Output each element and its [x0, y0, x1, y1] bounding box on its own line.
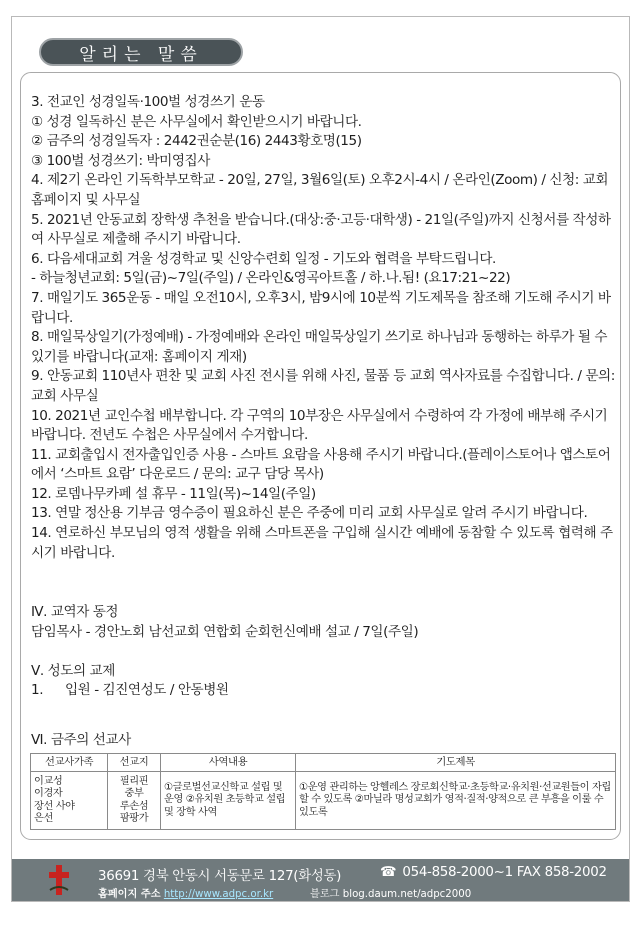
blog-label: 블로그: [310, 889, 340, 900]
family-member: 장선 사야: [34, 800, 75, 812]
news-item: 5. 2021년 안동교회 장학생 추천을 받습니다.(대상:중·고등·대학생) - 21일(주일)까지 신청서를 작성하여 사무실로 제출해 주시기 바랍니다.: [31, 211, 611, 248]
col-header-ministry: 사역내용: [161, 754, 296, 772]
footer-homepage: [98, 885, 273, 900]
family-member: 이교성: [34, 775, 63, 787]
blog-link[interactable]: blog.daum.net/adpc2000: [342, 889, 472, 900]
news-item: ② 금주의 성경일독자 : 2442권순분(16) 2443황호명(15): [31, 133, 362, 150]
news-item: ③ 100벌 성경쓰기: 박미영집사: [31, 152, 210, 169]
sections: [31, 603, 616, 721]
cell-prayer: ①운영 관리하는 앙헬레스 장로회신학교·초등학교·유치원·선교원들이 자립할 수 있도록 ②마닐라 명성교회가 영적·질적·양적으로 큰 부흥을 이룰 수 있도록: [296, 772, 616, 830]
field-line: 루손섬: [119, 800, 149, 812]
footer: [12, 859, 629, 901]
section-v-item-number: 1.: [31, 682, 44, 699]
cell-family: [31, 772, 108, 830]
news-item: ① 성경 일독하신 분은 사무실에서 확인받으시기 바랍니다.: [31, 113, 362, 130]
news-item: 12. 로뎀나무카페 설 휴무 - 11일(목)~14일(주일): [31, 485, 316, 502]
field-line: 중부: [124, 788, 144, 799]
table-header-row: [31, 754, 616, 772]
cell-ministry: ①글로벌선교신학교 설립 및 운영 ②유치원 초등학교 설립 및 장학 사역: [161, 772, 296, 830]
news-item: - 하늘청년교회: 5일(금)~7일(주일) / 온라인&영곡아트홀 / 하.나.됨! (요17:21~22): [31, 270, 511, 287]
section-v-heading: Ⅴ. 성도의 교제: [31, 662, 115, 679]
church-cross-icon: [47, 864, 71, 896]
field-line: 필리핀: [119, 775, 149, 787]
section-iv-heading: Ⅳ. 교역자 동정: [31, 604, 119, 620]
news-item: 3. 전교인 성경일독·100벌 성경쓰기 운동: [31, 94, 265, 110]
family-member: 은선: [34, 813, 53, 824]
news-item: 14. 연로하신 부모님의 영적 생활을 위해 스마트폰을 구입해 실시간 예배에 동참할 수 있도록 협력해 주시기 바랍니다.: [31, 525, 613, 561]
news-item: 8. 매일묵상일기(가정예배) - 가정예배와 온라인 매일묵상일기 쓰기로 하나님과 동행하는 하루가 될 수 있기를 바랍니다(교재: 홈페이지 게재): [31, 329, 608, 365]
footer-address: 36691 경북 안동시 서동문로 127(화성동): [98, 869, 342, 884]
homepage-label: 홈페이지 주소: [98, 889, 161, 900]
col-header-family: 선교사가족: [31, 754, 108, 772]
family-member: 이경자: [34, 788, 63, 799]
cell-field: [108, 772, 161, 830]
news-item: 9. 안동교회 110년사 편찬 및 교회 사진 전시를 위해 사진, 물품 등 교회 역사자료를 수집합니다. / 문의: 교회 사무실: [31, 368, 615, 404]
section-iv: [31, 603, 616, 642]
col-header-prayer: 기도제목: [296, 754, 616, 772]
phone-icon: ☎: [380, 865, 397, 880]
homepage-link[interactable]: http://www.adpc.or.kr: [163, 889, 274, 900]
section-iv-line: 담임목사 - 경안노회 남선교회 연합회 순회헌신예배 설교 / 7일(주일): [31, 623, 419, 640]
field-line: 팜팡가: [119, 813, 149, 824]
section-v-item: [31, 681, 616, 701]
col-header-field: 선교지: [108, 754, 161, 772]
table-row: [31, 772, 616, 830]
news-item: 4. 제2기 온라인 기독학부모학교 - 20일, 27일, 3월6일(토) 오후2시-4시 / 온라인(Zoom) / 신청: 교회 홈페이지 및 사무실: [31, 172, 609, 208]
section-v-item-text: 입원 - 김진연성도 / 안동병원: [65, 682, 229, 699]
footer-blog: [310, 885, 471, 900]
missionary-table: [30, 753, 616, 830]
section-v: [31, 662, 616, 701]
phone-number: 054-858-2000~1 FAX 858-2002: [402, 865, 607, 880]
news-item: 10. 2021년 교인수첩 배부합니다. 각 구역의 10부장은 사무실에서 수령하여 각 가정에 배부해 주시기 바랍니다. 전년도 수첩은 사무실에서 수거합니다.: [31, 407, 608, 444]
news-item: 11. 교회출입시 전자출입인증 사용 - 스마트 요람을 사용해 주시기 바랍니다.(플레이스토어나 앱스토어에서 ‘스마트 요람’ 다운로드 / 문의: 교구 담당 목사): [31, 446, 611, 483]
news-item: 7. 매일기도 365운동 - 매일 오전10시, 오후3시, 밤9시에 10분씩 기도제목을 참조해 기도해 주시기 바랍니다.: [31, 289, 611, 326]
page-title: 알리는 말씀: [39, 38, 243, 66]
section-vi-heading: Ⅵ. 금주의 선교사: [31, 732, 131, 748]
news-item: 13. 연말 정산용 기부금 영수증이 필요하신 분은 주중에 미리 교회 사무실로 알려 주시기 바랍니다.: [31, 505, 588, 522]
news-item: 6. 다음세대교회 겨울 성경학교 및 신앙수련회 일정 - 기도와 협력을 부탁드립니다.: [31, 250, 496, 267]
news-list: [31, 93, 616, 563]
footer-phone: [380, 865, 607, 880]
